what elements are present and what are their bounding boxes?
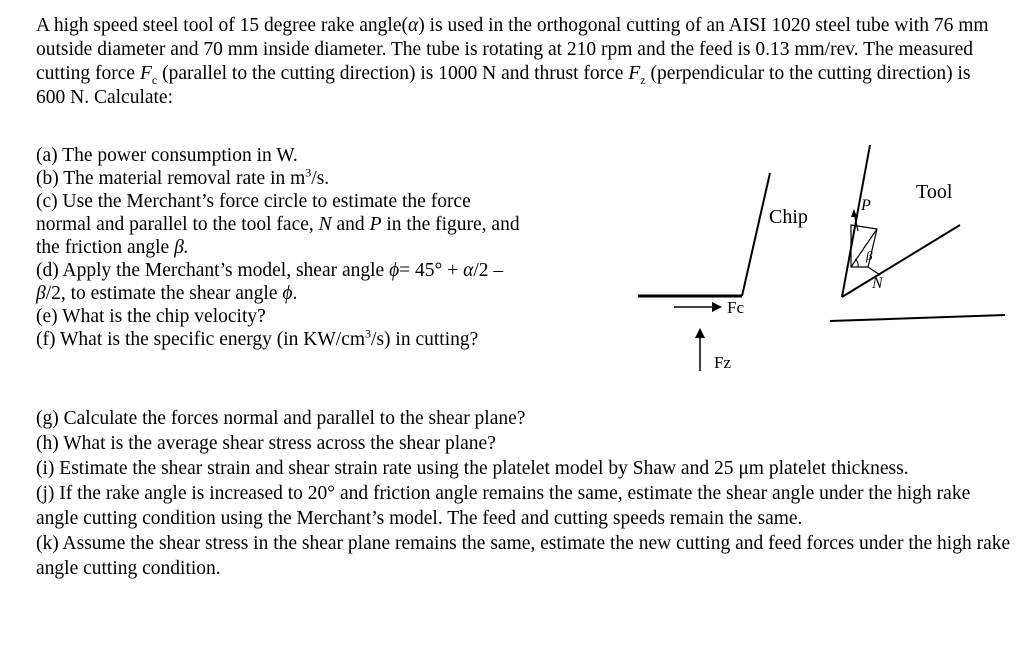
question-d-text-1a: (d) Apply the Merchant’s model, shear angle [36, 260, 390, 281]
question-c-line-2 [36, 213, 626, 236]
chip-edge-line [742, 173, 770, 296]
problem-statement [36, 14, 996, 110]
fc-label: Fc [727, 298, 744, 317]
question-c-text-3a: the friction angle [36, 237, 175, 258]
beta-symbol: β. [174, 237, 189, 258]
intro-part-2: ) is used in the orthogonal cutting of an AISI 1020 steel tube with 76 mm outside diameter and 70 mm inside diameter. The tube is rotating at 210 rpm and the feed is 0.13 mm/rev. The measured cutting force [36, 15, 989, 84]
question-f-text: (f) What is the specific energy (in KW/cm [36, 329, 366, 350]
tool-clearance-line [842, 225, 960, 297]
tool-label: Tool [916, 181, 953, 203]
cutting-diagram [630, 135, 1010, 385]
n-symbol: N [318, 214, 332, 235]
beta-label: β [866, 248, 873, 263]
question-k: (k) Assume the shear stress in the shear plane remains the same, estimate the new cutting and feed forces under the high rake angle cutting condition. [36, 533, 1011, 579]
question-f [36, 328, 626, 351]
chip-label: Chip [769, 206, 808, 228]
intro-part-1: A high speed steel tool of 15 degree rake angle( [36, 15, 408, 36]
alpha-symbol-2: α [463, 260, 474, 281]
question-f-superscript: 3 [365, 326, 372, 341]
question-d-text-2b: . [292, 283, 298, 304]
fz-arrowhead [695, 328, 705, 338]
p-arrowhead [851, 209, 857, 217]
question-d [36, 259, 626, 305]
question-c-line-1: (c) Use the Merchant’s force circle to estimate the force [36, 191, 471, 212]
p-symbol: P [369, 214, 382, 235]
cutting-diagram-svg [630, 135, 1010, 385]
question-h: (h) What is the average shear stress across the shear plane? [36, 433, 496, 454]
fc-symbol: F [139, 63, 152, 84]
phi-symbol: ϕ [389, 260, 400, 281]
question-c-line-3 [36, 236, 626, 259]
question-g: (g) Calculate the forces normal and parallel to the shear plane? [36, 408, 526, 429]
question-c-text-2a: normal and parallel to the tool face, [36, 214, 319, 235]
question-c-and: and [331, 214, 370, 235]
question-b [36, 167, 626, 190]
n-label: N [872, 275, 883, 292]
phi-symbol-2: ϕ [282, 283, 293, 304]
intro-part-3: (parallel to the cutting direction) is 1000 N and thrust force [157, 63, 629, 84]
beta-symbol-2: β [36, 283, 46, 304]
question-c-text-2b: in the figure, and [381, 214, 520, 235]
question-i: (i) Estimate the shear strain and shear strain rate using the platelet model by Shaw and 25 μm platelet thickness. [36, 458, 909, 479]
machined-surface-line [830, 315, 1005, 321]
question-d-text-1b: = 45° + [399, 260, 464, 281]
fc-arrowhead [712, 302, 722, 312]
question-f-unit: /s) in cutting? [371, 329, 479, 350]
question-d-text-1c: /2 – [473, 260, 504, 281]
question-list-lower [36, 406, 1011, 581]
fc-subscript: c [151, 72, 158, 87]
question-b-unit: /s. [311, 168, 330, 189]
question-j: (j) If the rake angle is increased to 20° and friction angle remains the same, estimate the shear angle under the high rake angle cutting condition using the Merchant’s model. The feed and cutting speeds remain the same. [36, 483, 971, 529]
question-list-upper [36, 144, 626, 351]
question-d-line-2 [36, 282, 626, 305]
question-d-text-2a: /2, to estimate the shear angle [45, 283, 283, 304]
fz-label: Fz [714, 353, 731, 372]
question-a: (a) The power consumption in W. [36, 145, 298, 166]
intro-part-4: (perpendicular to the cutting direction) is 600 N. Calculate: [36, 63, 971, 108]
question-c [36, 190, 626, 259]
alpha-symbol: α [408, 15, 419, 36]
n-arrow-line [868, 267, 880, 275]
fz-subscript: z [640, 72, 646, 87]
fz-symbol: F [628, 63, 641, 84]
question-b-text: (b) The material removal rate in m [36, 168, 306, 189]
question-b-superscript: 3 [305, 165, 312, 180]
question-d-line-1 [36, 259, 626, 282]
question-e: (e) What is the chip velocity? [36, 306, 266, 327]
p-label: P [861, 197, 871, 214]
